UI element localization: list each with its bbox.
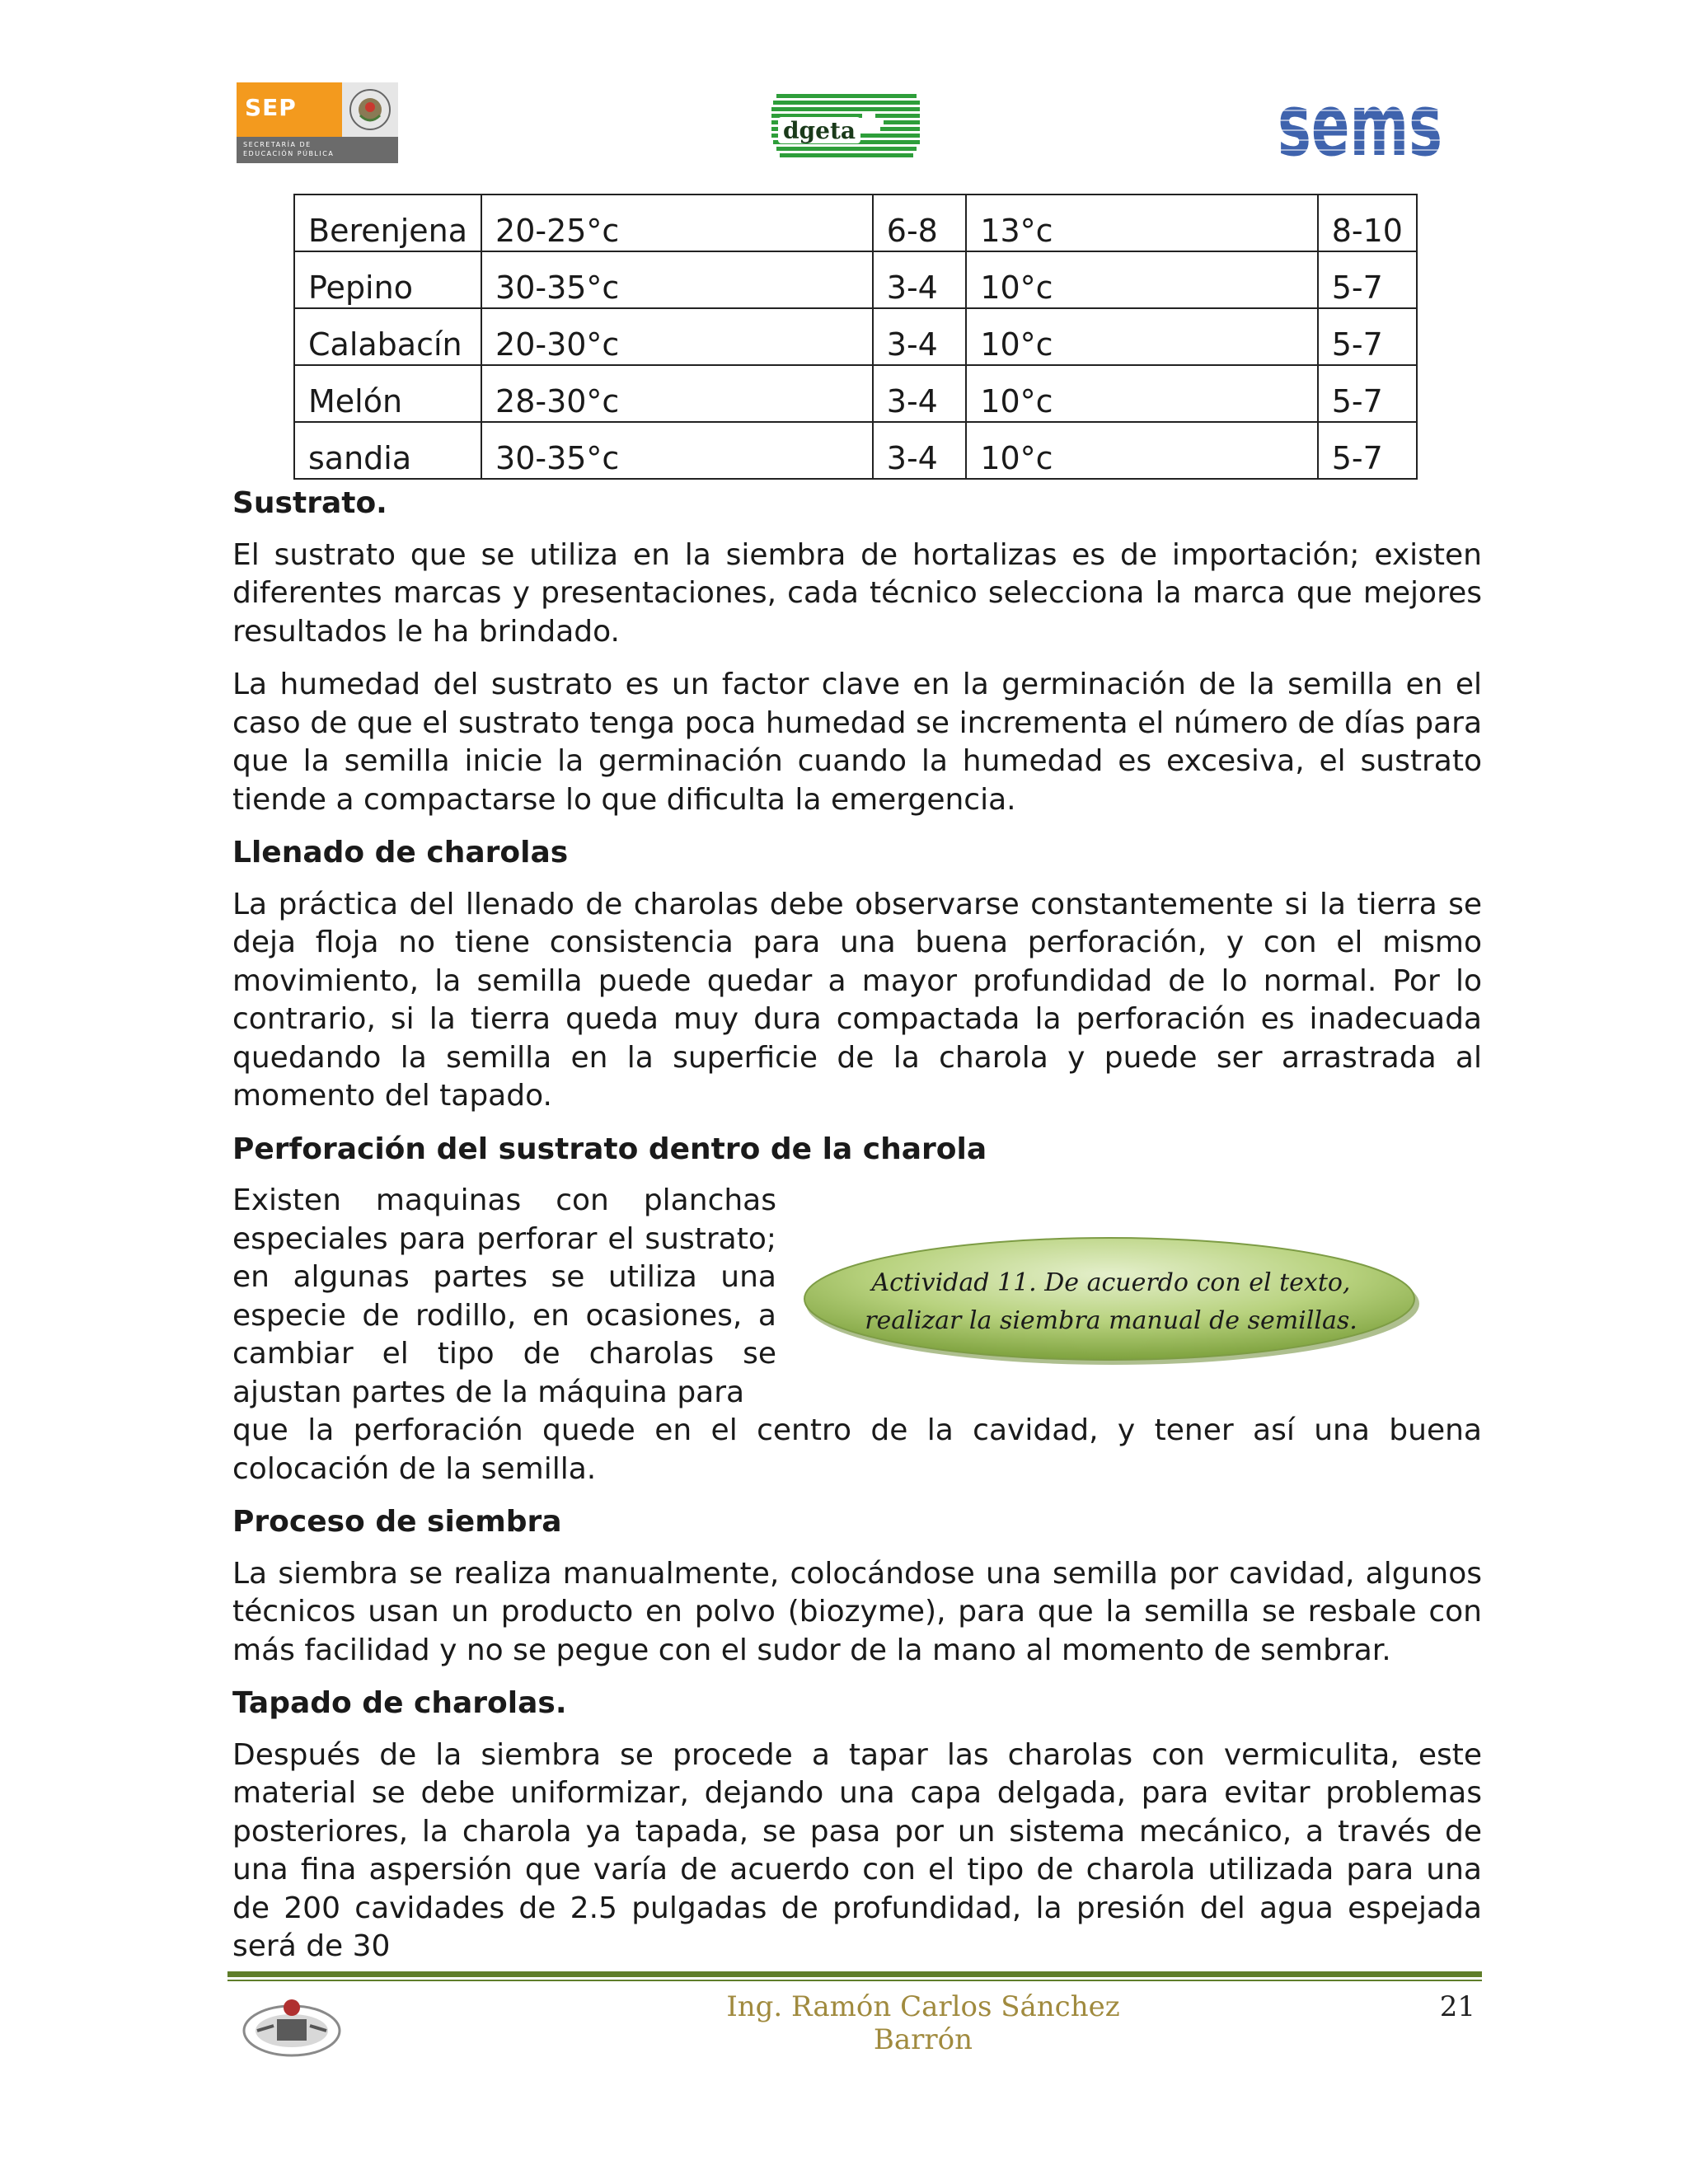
sep-logo [237,82,398,163]
heading-proceso: Proceso de siembra [232,1505,562,1539]
table-cell: 3-4 [873,251,967,308]
mexican-seal-icon [342,82,398,137]
table-cell: 20-25°c [481,194,873,251]
activity-line-2: realizar la siembra manual de semillas. [865,1306,1357,1335]
table-cell: 10°c [966,365,1317,422]
table-cell: 8-10 [1318,194,1417,251]
table-cell: Pepino [294,251,481,308]
activity-line-1: Actividad 11. De acuerdo con el texto, [871,1268,1351,1297]
table-cell: Melón [294,365,481,422]
table-cell: 5-7 [1318,422,1417,479]
heading-perforacion: Perforación del sustrato dentro de la charola [232,1132,987,1166]
paragraph-sustrato-1: El sustrato que se utiliza en la siembra de hortalizas es de importación; existen diferentes marcas y presentaciones, cada técnico selecciona la marca que mejores resultados le ha brindado. [232,537,1482,649]
table-cell: 28-30°c [481,365,873,422]
table-cell: 6-8 [873,194,967,251]
table-cell: 13°c [966,194,1317,251]
paragraph-perforacion-1a: Existen maquinas con planchas especiales para perforar el sustrato; en algunas partes se utiliza una especie de rodillo, en ocasiones, a cambiar el tipo de charolas se ajustan partes de la máquina para [232,1183,776,1409]
heading-llenado: Llenado de charolas [232,836,569,869]
sep-caption-line1: SECRETARÍA DE [243,141,312,148]
footer-author: Ing. Ramón Carlos Sánchez Barrón [726,1990,1120,2056]
sems-logo-text: sems [1278,75,1442,176]
table-row [294,365,1417,422]
table-row [294,251,1417,308]
table-cell: sandia [294,422,481,479]
footer-divider-thick [227,1971,1482,1977]
paragraph-tapado-1: Después de la siembra se procede a tapar las charolas con vermiculita, este material se debe uniformizar, dejando una capa delgada, para evitar problemas posteriores, la charola ya tapada, se pasa por un sistema mecánico, a través de una fina aspersión que varía de acuerdo con el tipo de charola utilizada para una de 200 cavidades de 2.5 pulgadas de profundidad, la presión del agua espejada será de 30 [232,1737,1482,1963]
table-cell: 10°c [966,251,1317,308]
institution-emblem-icon [241,1994,343,2059]
table-cell: 10°c [966,422,1317,479]
dgeta-logo [768,89,925,160]
table-row [294,194,1417,251]
footer-divider-thin [227,1980,1482,1981]
table-body [294,194,1417,479]
activity-text [799,1264,1423,1340]
table-cell: 5-7 [1318,251,1417,308]
table-cell: 3-4 [873,365,967,422]
table-cell: 5-7 [1318,308,1417,365]
table-cell: Berenjena [294,194,481,251]
table-cell: 30-35°c [481,251,873,308]
paragraph-proceso-1: La siembra se realiza manualmente, colocándose una semilla por cavidad, algunos técnicos usan un producto en polvo (biozyme), para que la semilla se resbale con más facilidad y no se pegue con el sudor de la mano al momento de sembrar. [232,1556,1482,1667]
table-row [294,308,1417,365]
sep-caption-line2: EDUCACIÓN PÚBLICA [243,150,335,157]
crop-temperature-table [293,194,1418,480]
table-cell: 10°c [966,308,1317,365]
table-cell: Calabacín [294,308,481,365]
table-cell: 3-4 [873,422,967,479]
sems-logo [1273,75,1447,176]
heading-sustrato: Sustrato. [232,486,387,520]
table-cell: 5-7 [1318,365,1417,422]
paragraph-sustrato-2: La humedad del sustrato es un factor clave en la germinación de la semilla en el caso de que el sustrato tenga poca humedad se incrementa el número de días para que la semilla inicie la germinación cuando la humedad es excesiva, el sustrato tiende a compactarse lo que dificulta la emergencia. [232,668,1482,817]
activity-callout [799,1233,1423,1368]
table-cell: 30-35°c [481,422,873,479]
table-row [294,422,1417,479]
paragraph-llenado-1: La práctica del llenado de charolas debe observarse constantemente si la tierra se deja floja no tiene consistencia para una buena perforación, y con el mismo movimiento, la semilla puede quedar a mayor profundidad de lo normal. Por lo contrario, si la tierra queda muy dura compactada la perforación es inadecuada quedando la semilla en la superficie de la charola y puede ser arrastrada al momento del tapado. [232,887,1482,1113]
table-cell: 20-30°c [481,308,873,365]
heading-tapado: Tapado de charolas. [232,1686,567,1720]
sep-logo-abbr: SEP [245,94,297,121]
paragraph-perforacion-1b: que la perforación quede en el centro de la cavidad, y tener así una buena colocación de la semilla. [232,1413,1482,1486]
sep-logo-caption [237,137,398,163]
page-number: 21 [1439,1990,1475,2023]
dgeta-logo-text: dgeta [782,117,856,144]
table-cell: 3-4 [873,308,967,365]
